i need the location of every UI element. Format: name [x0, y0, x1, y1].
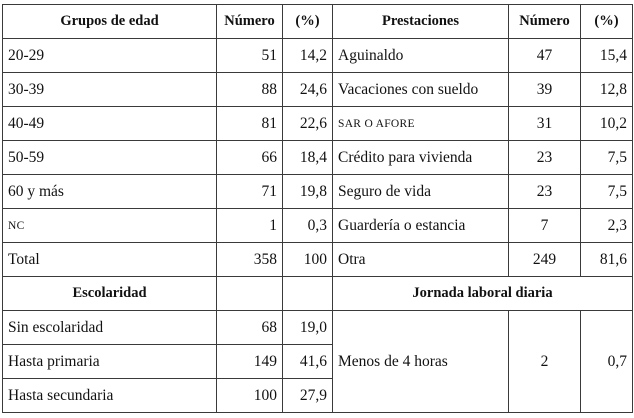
age-group-number: 81 — [217, 107, 283, 141]
section-header-row — [3, 277, 633, 311]
table-row — [3, 311, 633, 345]
benefit-label: SAR O AFORE — [333, 107, 509, 141]
data-table — [2, 4, 633, 413]
age-group-number: 71 — [217, 175, 283, 209]
header-age-groups: Grupos de edad — [3, 5, 217, 39]
schooling-number: 68 — [217, 311, 283, 345]
empty-cell — [283, 277, 333, 311]
total-row — [3, 243, 633, 277]
table-row — [3, 107, 633, 141]
header-percent: (%) — [283, 5, 333, 39]
total-number: 358 — [217, 243, 283, 277]
benefit-number: 249 — [509, 243, 581, 277]
benefit-number: 39 — [509, 73, 581, 107]
benefit-label: Aguinaldo — [333, 39, 509, 73]
schooling-label: Hasta primaria — [3, 345, 217, 379]
schooling-percent: 19,0 — [283, 311, 333, 345]
total-label: Total — [3, 243, 217, 277]
schooling-label: Sin escolaridad — [3, 311, 217, 345]
age-group-percent: 14,2 — [283, 39, 333, 73]
benefit-label: Otra — [333, 243, 509, 277]
header-percent-2: (%) — [581, 5, 633, 39]
age-group-number: 51 — [217, 39, 283, 73]
header-row — [3, 5, 633, 39]
age-group-percent: 18,4 — [283, 141, 333, 175]
table-row — [3, 209, 633, 243]
schooling-percent: 41,6 — [283, 345, 333, 379]
age-group-label: 50-59 — [3, 141, 217, 175]
benefit-percent: 7,5 — [581, 175, 633, 209]
benefit-percent: 12,8 — [581, 73, 633, 107]
benefit-percent: 2,3 — [581, 209, 633, 243]
header-schooling: Escolaridad — [3, 277, 217, 311]
header-workday: Jornada laboral diaria — [333, 277, 633, 311]
benefit-percent: 7,5 — [581, 141, 633, 175]
schooling-number: 149 — [217, 345, 283, 379]
workday-number: 2 — [509, 311, 581, 413]
age-group-number: 1 — [217, 209, 283, 243]
benefit-number: 31 — [509, 107, 581, 141]
header-number: Número — [217, 5, 283, 39]
table-row — [3, 73, 633, 107]
age-group-label: NC — [3, 209, 217, 243]
age-group-percent: 19,8 — [283, 175, 333, 209]
table-row — [3, 39, 633, 73]
benefit-number: 47 — [509, 39, 581, 73]
age-group-number: 88 — [217, 73, 283, 107]
schooling-percent: 27,9 — [283, 379, 333, 413]
benefit-number: 23 — [509, 141, 581, 175]
age-group-label: 20-29 — [3, 39, 217, 73]
benefit-label: Crédito para vivienda — [333, 141, 509, 175]
benefit-percent: 15,4 — [581, 39, 633, 73]
age-group-label: 60 y más — [3, 175, 217, 209]
header-number-2: Número — [509, 5, 581, 39]
workday-percent: 0,7 — [581, 311, 633, 413]
benefit-number: 7 — [509, 209, 581, 243]
benefit-label: Vacaciones con sueldo — [333, 73, 509, 107]
header-benefits: Prestaciones — [333, 5, 509, 39]
age-group-percent: 0,3 — [283, 209, 333, 243]
age-group-label: 30-39 — [3, 73, 217, 107]
table-row — [3, 175, 633, 209]
age-group-number: 66 — [217, 141, 283, 175]
age-group-percent: 22,6 — [283, 107, 333, 141]
benefit-percent: 81,6 — [581, 243, 633, 277]
benefit-number: 23 — [509, 175, 581, 209]
benefit-label: Seguro de vida — [333, 175, 509, 209]
empty-cell — [217, 277, 283, 311]
age-group-percent: 24,6 — [283, 73, 333, 107]
age-group-label: 40-49 — [3, 107, 217, 141]
total-percent: 100 — [283, 243, 333, 277]
table-row — [3, 141, 633, 175]
schooling-number: 100 — [217, 379, 283, 413]
workday-label: Menos de 4 horas — [333, 311, 509, 413]
benefit-label: Guardería o estancia — [333, 209, 509, 243]
schooling-label: Hasta secundaria — [3, 379, 217, 413]
benefit-percent: 10,2 — [581, 107, 633, 141]
